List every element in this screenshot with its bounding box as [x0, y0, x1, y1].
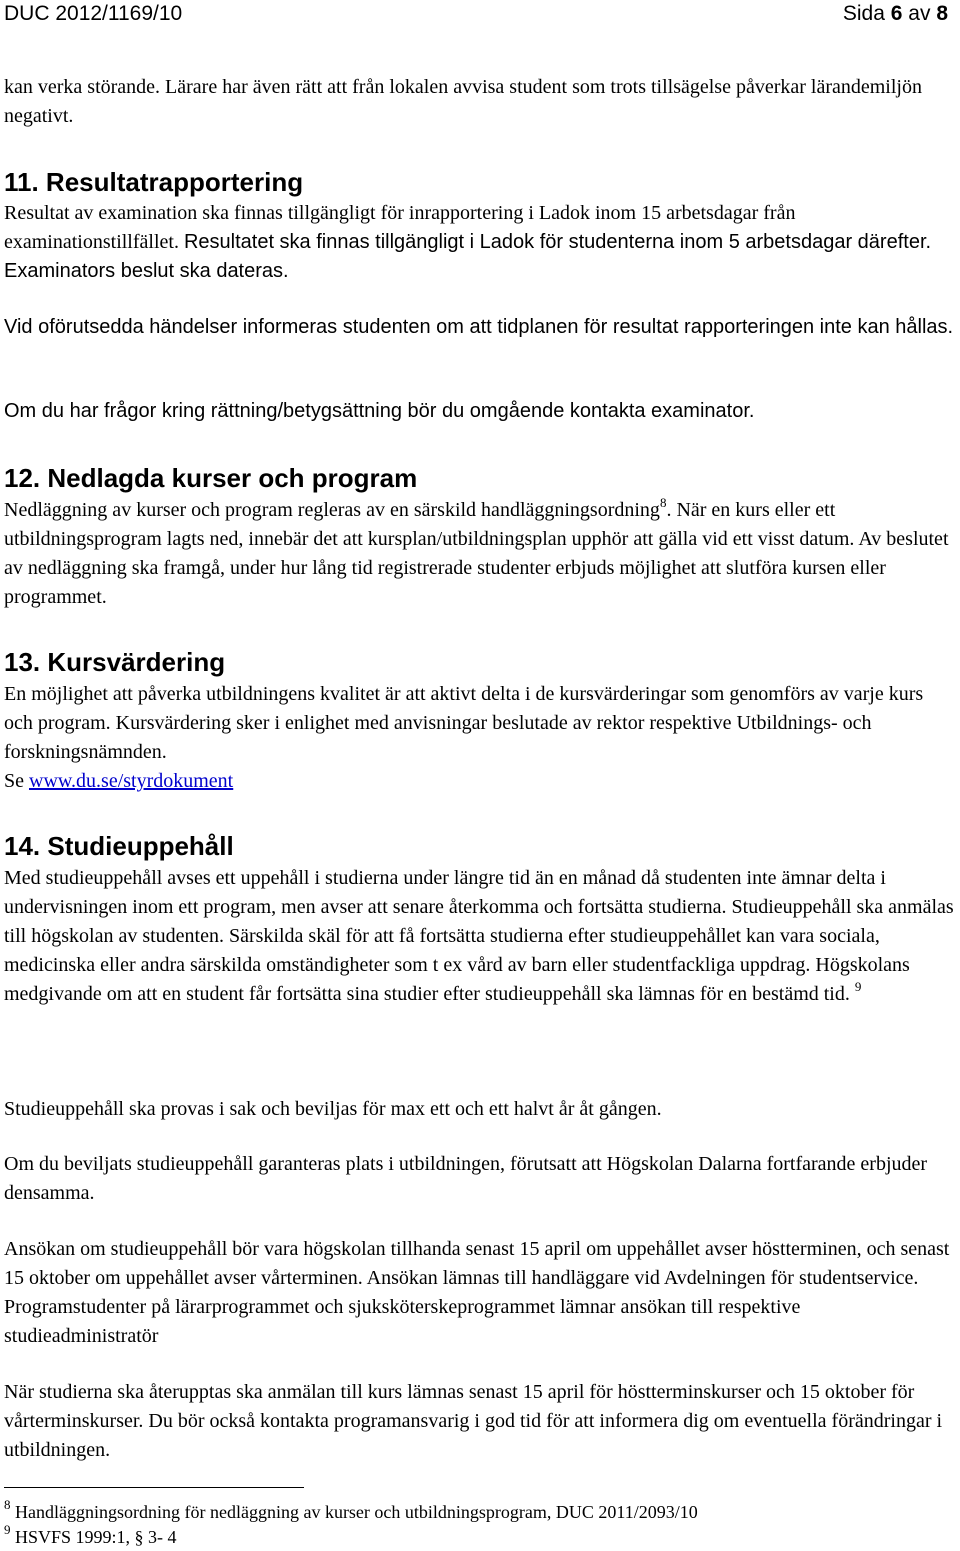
- section-14-heading: 14. Studieuppehåll: [4, 831, 234, 861]
- footnote-ref-9: 9: [854, 979, 862, 994]
- document-id: DUC 2012/1169/10: [4, 2, 183, 25]
- section-12-text-1-end: .: [666, 499, 672, 521]
- section-11-text-b: Resultatet ska finnas tillgängligt i Ladok för studenterna inom 5 arbetsdagar därefter. Examinators beslut ska dateras.: [4, 231, 932, 282]
- footnote-8: [4, 1497, 698, 1524]
- page-word: Sida: [842, 2, 885, 25]
- section-12-paragraph: [4, 496, 954, 612]
- page-indicator: [843, 2, 948, 26]
- intro-paragraph: kan verka störande. Lärare har även rätt att från lokalen avvisa student som trots tillsägelse påverkar lärandemiljön negativt.: [4, 76, 922, 127]
- section-12-text-2: När en kurs eller ett utbildningsprogram lagts ned, innebär det att kursplan/utbildningsplan upphör att gälla vid ett visst datum.: [4, 499, 855, 550]
- section-13-text: En möjlighet att påverka utbildningens kvalitet är att aktivt delta i de kursvärderingar som genomförs av varje kurs och program. Kursvärdering sker i enlighet med anvisningar beslutade av rektor respektive Utbildnings- och forskningsnämnden.: [4, 683, 924, 763]
- page-of: av: [908, 2, 931, 25]
- footnote-separator: [4, 1487, 304, 1488]
- section-14-text-1: Med studieuppehåll avses ett uppehåll i studierna under längre tid än en månad då studenten inte ämnar delta i undervisningen inom ett program, men avser att senare återkomma och fortsätta studierna. Studieuppehåll ska anmälas till högskolan av studenten. Särskilda skäl för att få fortsätta studierna efter studieuppehållet kan vara sociala, medicinska eller andra särskilda omständigheter som t ex vård av barn eller studentfackliga uppdrag. Högskolans medgivande om att en student får fortsätta sina studier efter studieuppehåll ska lämnas för en bestämd tid.: [4, 867, 954, 1005]
- section-13-heading: 13. Kursvärdering: [4, 647, 226, 677]
- section-11-text-a: Resultat av examination ska finnas tillgängligt för inrapportering i Ladok inom 15 arbetsdagar från examinationstillfället.: [4, 202, 796, 253]
- footnote-9: [4, 1522, 177, 1549]
- footnote-ref-8: 8: [659, 495, 667, 510]
- footnote-8-text: Handläggningsordning för nedläggning av kurser och utbildningsprogram, DUC 2011/2093/10: [15, 1502, 698, 1522]
- section-11-paragraph-2: Vid oförutsedda händelser informeras studenten om att tidplanen för resultat rapporteringen inte kan hållas.: [4, 316, 954, 338]
- section-11-paragraph-1: [4, 199, 954, 286]
- page-header: [4, 2, 948, 32]
- footnote-8-number: 8: [4, 1497, 11, 1512]
- section-14-paragraph-3: Om du beviljats studieuppehåll garanteras plats i utbildningen, förutsatt att Högskolan Dalarna fortfarande erbjuder densamma.: [4, 1153, 928, 1204]
- section-14-paragraph-5: När studierna ska återupptas ska anmälan till kurs lämnas senast 15 april för höstterminskurser och 15 oktober för vårterminskurser. Du bör också kontakta programansvarig i god tid för att informera dig om eventuella förändringar i utbildningen.: [4, 1381, 943, 1461]
- section-14-paragraph-2: Studieuppehåll ska provas i sak och beviljas för max ett och ett halvt år åt gången.: [4, 1098, 662, 1120]
- page-total: 8: [936, 2, 948, 25]
- styrdokument-link[interactable]: www.du.se/styrdokument: [29, 770, 234, 792]
- section-12-text-3: Av beslutet av nedläggning ska framgå, under hur lång tid registrerade studenter erbjuds möjlighet att slutföra kursen eller programmet.: [4, 528, 949, 608]
- section-14-paragraph-1: [4, 864, 954, 1009]
- footnote-9-number: 9: [4, 1522, 11, 1537]
- section-11-heading: 11. Resultatrapportering: [4, 167, 304, 197]
- footnote-9-text: HSVFS 1999:1, § 3- 4: [15, 1527, 177, 1547]
- section-13-paragraph: [4, 680, 954, 796]
- section-12-heading: 12. Nedlagda kurser och program: [4, 463, 418, 493]
- see-label: Se: [4, 770, 24, 792]
- page-number: 6: [890, 2, 903, 25]
- section-12-text-1: Nedläggning av kurser och program regleras av en särskild handläggningsordning: [4, 499, 660, 521]
- section-14-paragraph-4: Ansökan om studieuppehåll bör vara högskolan tillhanda senast 15 april om uppehållet avser höstterminen, och senast 15 oktober om uppehållet avser vårterminen. Ansökan lämnas till handläggare vid Avdelningen för studentservice. Programstudenter på lärarprogrammet och sjuksköterskeprogrammet lämnar ansökan till respektive studieadministratör: [4, 1238, 950, 1347]
- section-11-paragraph-3: Om du har frågor kring rättning/betygsättning bör du omgående kontakta examinator.: [4, 400, 755, 422]
